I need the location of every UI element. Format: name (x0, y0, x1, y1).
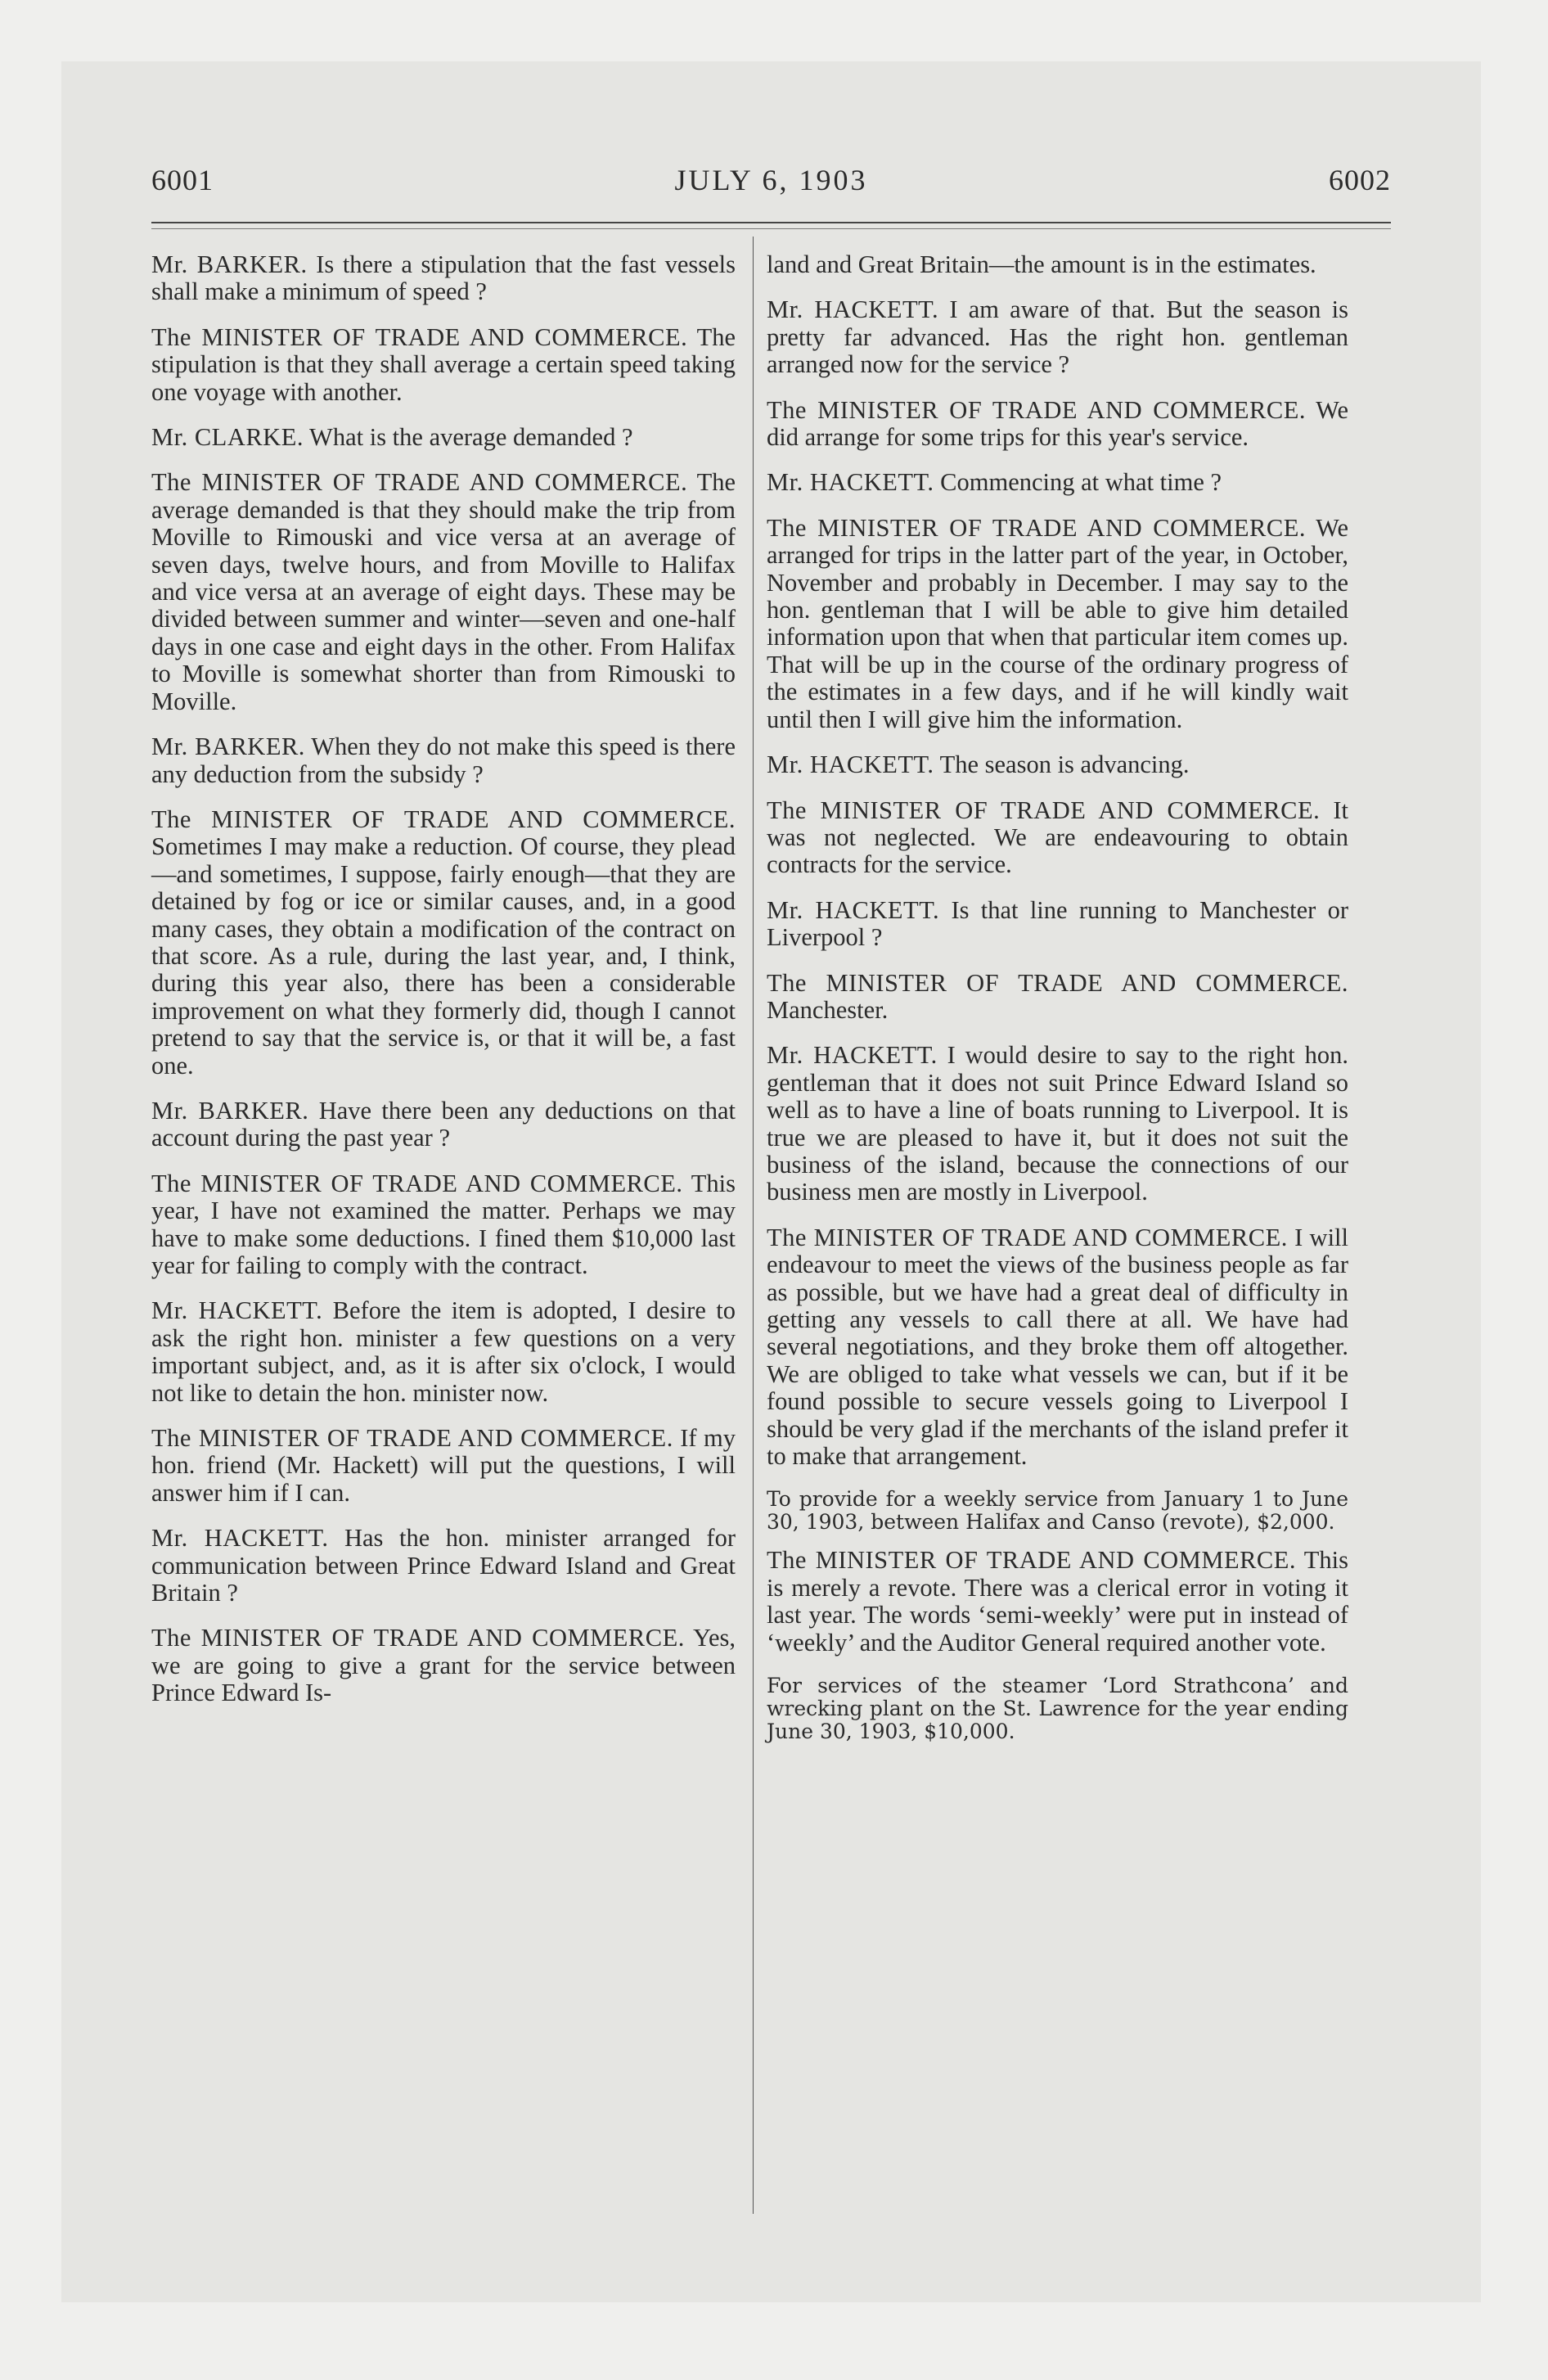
debate-paragraph (767, 797, 1348, 879)
debate-paragraph (151, 1425, 736, 1507)
speaker-name: The MINISTER OF TRADE AND COMMERCE. (767, 1223, 1288, 1251)
header-rule (151, 222, 1391, 229)
paragraph-text: This year, I have not examined the matter. Perhaps we may have to make some deductions. I fined them $10,000 last year for failing to comply with the contract. (151, 1169, 736, 1279)
debate-paragraph (767, 751, 1348, 778)
column-divider (753, 237, 754, 2214)
debate-paragraph (767, 970, 1348, 1025)
paragraph-text: Yes, we are going to give a grant for the service between Prince Edward Is- (151, 1624, 736, 1707)
speaker-name: Mr. BARKER. (151, 1096, 309, 1125)
speaker-name: The MINISTER OF TRADE AND COMMERCE. (767, 968, 1348, 997)
paragraph-text: To provide for a weekly service from January 1 to June 30, 1903, between Halifax and Canso (revote), $2,000. (767, 1487, 1348, 1535)
paragraph-text: Is that line running to Manchester or Liverpool ? (767, 895, 1348, 952)
speaker-name: Mr. BARKER. (151, 732, 305, 761)
debate-paragraph (151, 424, 736, 451)
paragraph-text: If my hon. friend (Mr. Hackett) will put the questions, I will answer him if I can. (151, 1424, 736, 1507)
paragraph-text: The season is advancing. (934, 751, 1190, 779)
debate-paragraph (151, 1170, 736, 1280)
paragraph-text: Commencing at what time ? (934, 468, 1222, 497)
speaker-name: The MINISTER OF TRADE AND COMMERCE. (767, 395, 1306, 424)
paragraph-text: The stipulation is that they shall average a certain speed taking one voyage with another. (151, 322, 736, 406)
paragraph-text: land and Great Britain—the amount is in the estimates. (767, 250, 1316, 278)
speaker-name: The MINISTER OF TRADE AND COMMERCE. (151, 1424, 673, 1453)
debate-paragraph (767, 251, 1348, 278)
debate-paragraph (151, 806, 736, 1080)
debate-paragraph (151, 733, 736, 788)
speaker-name: The MINISTER OF TRADE AND COMMERCE. (767, 1546, 1297, 1575)
debate-paragraph (151, 1297, 736, 1407)
debate-paragraph (767, 515, 1348, 733)
paragraph-text: I am aware of that. But the season is pretty far advanced. Has the right hon. gentleman arranged now for the service ? (767, 295, 1348, 379)
speaker-name: Mr. HACKETT. (151, 1524, 329, 1553)
paragraph-text: It was not neglected. We are endeavouring to obtain contracts for the service. (767, 796, 1348, 879)
paragraph-text: Sometimes I may make a reduction. Of course, they plead—and sometimes, I suppose, fairly enough—that they are detained by fog or ice or similar causes, and, in a good many cases, they obtain a modification of the contract on that score. As a rule, during the last year, and, I think, during this year also, there has been a considerable improvement on what they formerly did, though I cannot pretend to say that the service is, or that it will be, a fast one. (151, 832, 736, 1080)
speaker-name: Mr. CLARKE. (151, 423, 304, 452)
page-date: JULY 6, 1903 (674, 164, 868, 196)
speaker-name: The MINISTER OF TRADE AND COMMERCE. (151, 1624, 685, 1652)
speaker-name: The MINISTER OF TRADE AND COMMERCE. (151, 1169, 683, 1197)
paragraph-text: Before the item is adopted, I desire to ask the right hon. minister a few questions on a very important subject, and, as it is after six o'clock, I would not like to detain the hon. minister now. (151, 1296, 736, 1407)
speaker-name: The MINISTER OF TRADE AND COMMERCE. (767, 513, 1306, 542)
speaker-name: Mr. HACKETT. (767, 468, 934, 497)
debate-paragraph (767, 296, 1348, 378)
item-heading (767, 1488, 1348, 1534)
paragraph-text: Has the hon. minister arranged for communication between Prince Edward Island and Great Britain ? (151, 1524, 736, 1607)
paragraph-text: When they do not make this speed is there any deduction from the subsidy ? (151, 732, 736, 788)
debate-paragraph (151, 469, 736, 715)
left-page-number: 6001 (151, 164, 214, 196)
paragraph-text: Manchester. (767, 995, 889, 1024)
debate-paragraph (151, 1525, 736, 1607)
speaker-name: The MINISTER OF TRADE AND COMMERCE. (151, 322, 688, 351)
right-page-number: 6002 (1329, 164, 1391, 196)
paragraph-text: I would desire to say to the right hon. gentleman that it does not suit Prince Edward Island so well as to have a line of boats running to Liverpool. It is true we are pleased to have it, but it does not suit the business of the island, because the connections of our business men are mostly in Liverpool. (767, 1041, 1348, 1206)
speaker-name: Mr. HACKETT. (767, 295, 939, 324)
speaker-name: The MINISTER OF TRADE AND COMMERCE. (767, 796, 1321, 824)
paragraph-text: We arranged for trips in the latter part of the year, in October, November and probably in December. I may say to the hon. gentleman that I will be able to give him detailed information upon that when that particular item comes up. That will be up in the course of the ordinary progress of the estimates in a few days, and if he will kindly wait until then I will give him the information. (767, 513, 1348, 733)
speaker-name: Mr. BARKER. (151, 250, 308, 278)
debate-paragraph (151, 1098, 736, 1152)
debate-paragraph (767, 397, 1348, 452)
paragraph-text: The average demanded is that they should make the trip from Moville to Rimouski and vice versa at an average of seven days, twelve hours, and from Moville to Halifax and vice versa at an average of eight days. These may be divided between summer and winter—seven and one-half days in one case and eight days in the other. From Halifax to Moville is somewhat shorter than from Rimouski to Moville. (151, 468, 736, 715)
debate-paragraph (767, 469, 1348, 496)
speaker-name: Mr. HACKETT. (151, 1296, 323, 1325)
item-heading (767, 1675, 1348, 1743)
page-header (61, 163, 1481, 212)
debate-paragraph (151, 251, 736, 306)
paragraph-text: Is there a stipulation that the fast vessels shall make a minimum of speed ? (151, 250, 736, 306)
paragraph-text: This is merely a revote. There was a clerical error in voting it last year. The words ‘semi-weekly’ were put in instead of ‘weekly’ and the Auditor General required another vote. (767, 1546, 1348, 1657)
left-column (151, 251, 736, 1725)
paragraph-text: What is the average demanded ? (303, 423, 633, 452)
debate-paragraph (151, 1625, 736, 1706)
debate-paragraph (151, 324, 736, 406)
speaker-name: The MINISTER OF TRADE AND COMMERCE. (151, 468, 688, 497)
debate-paragraph (767, 1547, 1348, 1657)
speaker-name: Mr. HACKETT. (767, 895, 940, 924)
speaker-name: The MINISTER OF TRADE AND COMMERCE. (151, 805, 736, 833)
paragraph-text: Have there been any deductions on that account during the past year ? (151, 1096, 736, 1152)
paragraph-text: For services of the steamer ‘Lord Strathcona’ and wrecking plant on the St. Lawrence for the year ending June 30, 1903, $10,000. (767, 1674, 1348, 1744)
debate-paragraph (767, 1042, 1348, 1206)
right-column (767, 251, 1348, 1756)
page (61, 61, 1481, 2302)
speaker-name: Mr. HACKETT. (767, 1041, 938, 1070)
debate-paragraph (767, 1224, 1348, 1471)
speaker-name: Mr. HACKETT. (767, 751, 934, 779)
paragraph-text: We did arrange for some trips for this year's service. (767, 395, 1348, 452)
paragraph-text: I will endeavour to meet the views of the business people as far as possible, but we have had a great deal of difficulty in getting any vessels to call there at all. We have had several negotiations, and they broke them off altogether. We are obliged to take what vessels we can, but if it be found possible to secure vessels going to Liverpool I should be very glad if the merchants of the island prefer it to make that arrangement. (767, 1223, 1348, 1471)
debate-paragraph (767, 897, 1348, 952)
